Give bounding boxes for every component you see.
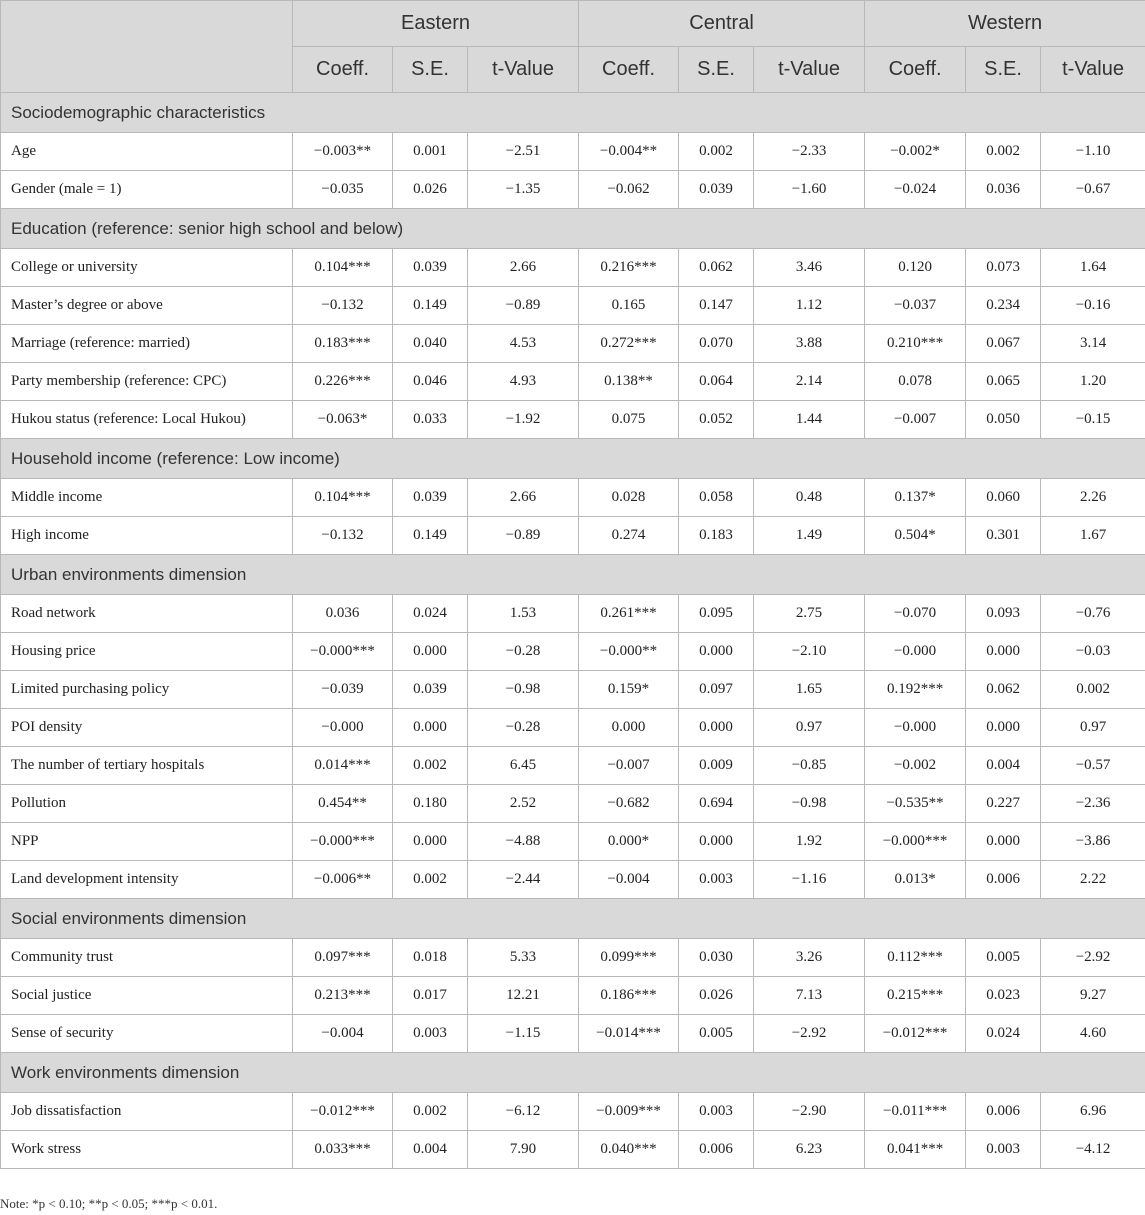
cell-se: 0.017	[393, 977, 468, 1015]
cell-coeff: 0.454**	[293, 785, 393, 823]
cell-coeff: −0.004	[293, 1015, 393, 1053]
cell-se: 0.000	[679, 633, 754, 671]
variable-label: Hukou status (reference: Local Hukou)	[1, 401, 293, 439]
cell-t-value: 7.13	[754, 977, 865, 1015]
cell-coeff: 0.104***	[293, 479, 393, 517]
table-header	[1, 1, 1145, 93]
cell-coeff: −0.070	[865, 595, 966, 633]
cell-t-value: −4.12	[1041, 1131, 1145, 1169]
cell-t-value: 4.53	[468, 325, 579, 363]
cell-t-value: 7.90	[468, 1131, 579, 1169]
cell-se: 0.147	[679, 287, 754, 325]
table-row	[1, 785, 1145, 823]
cell-coeff: 0.215***	[865, 977, 966, 1015]
cell-t-value: 6.45	[468, 747, 579, 785]
table-row	[1, 287, 1145, 325]
section-header-row	[1, 1053, 1145, 1093]
cell-se: 0.694	[679, 785, 754, 823]
cell-t-value: −0.28	[468, 709, 579, 747]
cell-coeff: 0.216***	[579, 249, 679, 287]
cell-t-value: −1.92	[468, 401, 579, 439]
cell-coeff: −0.039	[293, 671, 393, 709]
variable-label: Road network	[1, 595, 293, 633]
cell-t-value: −2.44	[468, 861, 579, 899]
cell-t-value: −4.88	[468, 823, 579, 861]
cell-se: 0.002	[393, 747, 468, 785]
cell-se: 0.000	[966, 823, 1041, 861]
section-header-row	[1, 209, 1145, 249]
cell-se: 0.058	[679, 479, 754, 517]
cell-coeff: −0.000***	[865, 823, 966, 861]
cell-t-value: 1.65	[754, 671, 865, 709]
cell-t-value: 5.33	[468, 939, 579, 977]
cell-coeff: 0.097***	[293, 939, 393, 977]
cell-coeff: 0.000*	[579, 823, 679, 861]
cell-se: 0.050	[966, 401, 1041, 439]
cell-coeff: −0.000***	[293, 633, 393, 671]
cell-se: 0.001	[393, 133, 468, 171]
cell-coeff: −0.007	[865, 401, 966, 439]
cell-se: 0.000	[393, 709, 468, 747]
variable-label: Job dissatisfaction	[1, 1093, 293, 1131]
table-row	[1, 249, 1145, 287]
cell-se: 0.006	[679, 1131, 754, 1169]
cell-se: 0.073	[966, 249, 1041, 287]
variable-label: Party membership (reference: CPC)	[1, 363, 293, 401]
table-note: Note: *p < 0.10; **p < 0.05; ***p < 0.01.	[0, 1196, 218, 1211]
cell-coeff: −0.000	[865, 709, 966, 747]
cell-t-value: −0.15	[1041, 401, 1145, 439]
cell-coeff: −0.062	[579, 171, 679, 209]
cell-se: 0.036	[966, 171, 1041, 209]
cell-se: 0.002	[393, 1093, 468, 1131]
table-row	[1, 363, 1145, 401]
cell-coeff: 0.104***	[293, 249, 393, 287]
cell-se: 0.000	[393, 633, 468, 671]
cell-se: 0.093	[966, 595, 1041, 633]
variable-label: Social justice	[1, 977, 293, 1015]
cell-t-value: 1.67	[1041, 517, 1145, 555]
cell-t-value: −1.16	[754, 861, 865, 899]
cell-se: 0.003	[966, 1131, 1041, 1169]
cell-t-value: 1.44	[754, 401, 865, 439]
cell-coeff: 0.138**	[579, 363, 679, 401]
table-body	[1, 93, 1145, 1169]
variable-label: Pollution	[1, 785, 293, 823]
cell-se: 0.064	[679, 363, 754, 401]
cell-se: 0.301	[966, 517, 1041, 555]
variable-label: Marriage (reference: married)	[1, 325, 293, 363]
cell-se: 0.033	[393, 401, 468, 439]
section-title: Work environments dimension	[1, 1053, 1145, 1093]
cell-t-value: 1.53	[468, 595, 579, 633]
cell-t-value: 0.97	[754, 709, 865, 747]
section-header-row	[1, 93, 1145, 133]
table-row	[1, 1015, 1145, 1053]
cell-t-value: 2.26	[1041, 479, 1145, 517]
variable-label: Limited purchasing policy	[1, 671, 293, 709]
cell-t-value: 0.97	[1041, 709, 1145, 747]
subheader-coeff: Coeff.	[865, 47, 966, 93]
cell-coeff: −0.037	[865, 287, 966, 325]
subheader-coeff: Coeff.	[293, 47, 393, 93]
cell-t-value: 9.27	[1041, 977, 1145, 1015]
cell-se: 0.097	[679, 671, 754, 709]
cell-t-value: 3.46	[754, 249, 865, 287]
cell-coeff: 0.186***	[579, 977, 679, 1015]
table-row	[1, 823, 1145, 861]
cell-coeff: 0.261***	[579, 595, 679, 633]
cell-se: 0.062	[966, 671, 1041, 709]
cell-se: 0.060	[966, 479, 1041, 517]
cell-se: 0.030	[679, 939, 754, 977]
cell-coeff: 0.033***	[293, 1131, 393, 1169]
cell-t-value: 4.60	[1041, 1015, 1145, 1053]
cell-se: 0.000	[966, 709, 1041, 747]
cell-t-value: −6.12	[468, 1093, 579, 1131]
section-title: Urban environments dimension	[1, 555, 1145, 595]
cell-coeff: −0.035	[293, 171, 393, 209]
table-row	[1, 171, 1145, 209]
cell-se: 0.009	[679, 747, 754, 785]
cell-se: 0.024	[966, 1015, 1041, 1053]
table-row	[1, 595, 1145, 633]
cell-coeff: 0.210***	[865, 325, 966, 363]
cell-coeff: −0.007	[579, 747, 679, 785]
variable-label: POI density	[1, 709, 293, 747]
cell-t-value: −0.98	[468, 671, 579, 709]
cell-t-value: −2.90	[754, 1093, 865, 1131]
cell-coeff: −0.012***	[865, 1015, 966, 1053]
cell-coeff: −0.012***	[293, 1093, 393, 1131]
cell-coeff: −0.000	[293, 709, 393, 747]
cell-t-value: 2.66	[468, 249, 579, 287]
cell-se: 0.002	[966, 133, 1041, 171]
cell-coeff: −0.000**	[579, 633, 679, 671]
cell-se: 0.002	[679, 133, 754, 171]
cell-t-value: 0.48	[754, 479, 865, 517]
variable-label: Housing price	[1, 633, 293, 671]
cell-coeff: −0.006**	[293, 861, 393, 899]
cell-t-value: −2.36	[1041, 785, 1145, 823]
cell-t-value: 1.20	[1041, 363, 1145, 401]
cell-t-value: 3.14	[1041, 325, 1145, 363]
header-group-central: Central	[579, 1, 865, 47]
cell-coeff: −0.000	[865, 633, 966, 671]
cell-t-value: 3.88	[754, 325, 865, 363]
cell-se: 0.005	[679, 1015, 754, 1053]
subheader-t-value: t-Value	[1041, 47, 1145, 93]
cell-coeff: 0.078	[865, 363, 966, 401]
cell-coeff: −0.003**	[293, 133, 393, 171]
cell-coeff: −0.011***	[865, 1093, 966, 1131]
table-row	[1, 401, 1145, 439]
cell-se: 0.039	[679, 171, 754, 209]
table-row	[1, 1131, 1145, 1169]
variable-label: Middle income	[1, 479, 293, 517]
variable-label: High income	[1, 517, 293, 555]
cell-se: 0.046	[393, 363, 468, 401]
cell-coeff: −0.000***	[293, 823, 393, 861]
subheader-coeff: Coeff.	[579, 47, 679, 93]
variable-label: Work stress	[1, 1131, 293, 1169]
table-row	[1, 479, 1145, 517]
cell-se: 0.000	[679, 823, 754, 861]
cell-coeff: −0.682	[579, 785, 679, 823]
cell-t-value: −0.67	[1041, 171, 1145, 209]
cell-coeff: −0.002	[865, 747, 966, 785]
subheader-se: S.E.	[966, 47, 1041, 93]
cell-t-value: 2.52	[468, 785, 579, 823]
section-title: Household income (reference: Low income)	[1, 439, 1145, 479]
cell-se: 0.149	[393, 287, 468, 325]
cell-coeff: 0.014***	[293, 747, 393, 785]
section-header-row	[1, 439, 1145, 479]
cell-t-value: 1.49	[754, 517, 865, 555]
cell-coeff: −0.132	[293, 517, 393, 555]
variable-label: Gender (male = 1)	[1, 171, 293, 209]
variable-label: Sense of security	[1, 1015, 293, 1053]
cell-t-value: 6.96	[1041, 1093, 1145, 1131]
table-row	[1, 633, 1145, 671]
variable-label: NPP	[1, 823, 293, 861]
cell-se: 0.024	[393, 595, 468, 633]
cell-coeff: −0.004**	[579, 133, 679, 171]
cell-t-value: −1.35	[468, 171, 579, 209]
cell-coeff: 0.000	[579, 709, 679, 747]
header-group-row	[1, 1, 1145, 47]
cell-t-value: −0.16	[1041, 287, 1145, 325]
header-empty-cell	[1, 1, 293, 93]
cell-coeff: 0.183***	[293, 325, 393, 363]
cell-coeff: −0.004	[579, 861, 679, 899]
cell-t-value: 2.14	[754, 363, 865, 401]
header-group-western: Western	[865, 1, 1145, 47]
cell-se: 0.018	[393, 939, 468, 977]
cell-coeff: 0.041***	[865, 1131, 966, 1169]
cell-t-value: 12.21	[468, 977, 579, 1015]
cell-coeff: 0.013*	[865, 861, 966, 899]
table-row	[1, 747, 1145, 785]
cell-t-value: −1.60	[754, 171, 865, 209]
table-row	[1, 133, 1145, 171]
cell-coeff: 0.274	[579, 517, 679, 555]
cell-t-value: −0.85	[754, 747, 865, 785]
cell-se: 0.005	[966, 939, 1041, 977]
cell-t-value: −0.76	[1041, 595, 1145, 633]
cell-se: 0.026	[393, 171, 468, 209]
cell-t-value: −2.10	[754, 633, 865, 671]
cell-t-value: 4.93	[468, 363, 579, 401]
section-header-row	[1, 555, 1145, 595]
cell-t-value: −0.89	[468, 517, 579, 555]
section-header-row	[1, 899, 1145, 939]
table-row	[1, 325, 1145, 363]
table-row	[1, 671, 1145, 709]
cell-se: 0.062	[679, 249, 754, 287]
cell-t-value: 2.66	[468, 479, 579, 517]
cell-se: 0.183	[679, 517, 754, 555]
cell-se: 0.000	[966, 633, 1041, 671]
cell-t-value: −0.57	[1041, 747, 1145, 785]
cell-se: 0.070	[679, 325, 754, 363]
cell-se: 0.003	[393, 1015, 468, 1053]
cell-coeff: 0.036	[293, 595, 393, 633]
cell-se: 0.039	[393, 249, 468, 287]
subheader-se: S.E.	[393, 47, 468, 93]
cell-coeff: 0.165	[579, 287, 679, 325]
cell-t-value: −3.86	[1041, 823, 1145, 861]
cell-se: 0.052	[679, 401, 754, 439]
table-row	[1, 709, 1145, 747]
cell-t-value: 1.64	[1041, 249, 1145, 287]
cell-t-value: −1.10	[1041, 133, 1145, 171]
table-row	[1, 939, 1145, 977]
cell-se: 0.095	[679, 595, 754, 633]
cell-t-value: 2.75	[754, 595, 865, 633]
section-title: Sociodemographic characteristics	[1, 93, 1145, 133]
cell-coeff: 0.028	[579, 479, 679, 517]
table-row	[1, 1093, 1145, 1131]
variable-label: The number of tertiary hospitals	[1, 747, 293, 785]
cell-t-value: −2.92	[1041, 939, 1145, 977]
cell-coeff: 0.112***	[865, 939, 966, 977]
cell-coeff: −0.063*	[293, 401, 393, 439]
cell-coeff: −0.009***	[579, 1093, 679, 1131]
variable-label: Age	[1, 133, 293, 171]
subheader-t-value: t-Value	[468, 47, 579, 93]
cell-se: 0.067	[966, 325, 1041, 363]
cell-se: 0.023	[966, 977, 1041, 1015]
cell-se: 0.006	[966, 1093, 1041, 1131]
cell-se: 0.227	[966, 785, 1041, 823]
cell-coeff: 0.226***	[293, 363, 393, 401]
cell-t-value: 0.002	[1041, 671, 1145, 709]
cell-t-value: −0.98	[754, 785, 865, 823]
cell-se: 0.040	[393, 325, 468, 363]
cell-t-value: −2.33	[754, 133, 865, 171]
cell-se: 0.004	[966, 747, 1041, 785]
section-title: Education (reference: senior high school and below)	[1, 209, 1145, 249]
cell-t-value: −0.28	[468, 633, 579, 671]
header-group-eastern: Eastern	[293, 1, 579, 47]
variable-label: Master’s degree or above	[1, 287, 293, 325]
table-row	[1, 517, 1145, 555]
cell-coeff: 0.040***	[579, 1131, 679, 1169]
cell-t-value: 2.22	[1041, 861, 1145, 899]
cell-coeff: −0.132	[293, 287, 393, 325]
cell-t-value: −2.51	[468, 133, 579, 171]
cell-coeff: 0.137*	[865, 479, 966, 517]
subheader-se: S.E.	[679, 47, 754, 93]
section-title: Social environments dimension	[1, 899, 1145, 939]
cell-t-value: 1.92	[754, 823, 865, 861]
cell-coeff: 0.192***	[865, 671, 966, 709]
cell-se: 0.026	[679, 977, 754, 1015]
cell-se: 0.000	[393, 823, 468, 861]
cell-se: 0.002	[393, 861, 468, 899]
cell-se: 0.234	[966, 287, 1041, 325]
cell-coeff: −0.002*	[865, 133, 966, 171]
cell-coeff: 0.075	[579, 401, 679, 439]
cell-se: 0.006	[966, 861, 1041, 899]
cell-coeff: 0.272***	[579, 325, 679, 363]
cell-se: 0.039	[393, 671, 468, 709]
table-row	[1, 861, 1145, 899]
variable-label: Community trust	[1, 939, 293, 977]
cell-coeff: 0.159*	[579, 671, 679, 709]
cell-coeff: −0.535**	[865, 785, 966, 823]
cell-coeff: −0.024	[865, 171, 966, 209]
cell-t-value: −1.15	[468, 1015, 579, 1053]
cell-t-value: 1.12	[754, 287, 865, 325]
cell-t-value: −2.92	[754, 1015, 865, 1053]
cell-coeff: 0.120	[865, 249, 966, 287]
cell-coeff: 0.213***	[293, 977, 393, 1015]
cell-se: 0.180	[393, 785, 468, 823]
cell-se: 0.149	[393, 517, 468, 555]
cell-se: 0.003	[679, 861, 754, 899]
cell-t-value: −0.03	[1041, 633, 1145, 671]
cell-t-value: 6.23	[754, 1131, 865, 1169]
variable-label: College or university	[1, 249, 293, 287]
cell-coeff: 0.099***	[579, 939, 679, 977]
variable-label: Land development intensity	[1, 861, 293, 899]
table-row	[1, 977, 1145, 1015]
cell-se: 0.065	[966, 363, 1041, 401]
cell-se: 0.000	[679, 709, 754, 747]
subheader-t-value: t-Value	[754, 47, 865, 93]
cell-coeff: −0.014***	[579, 1015, 679, 1053]
cell-se: 0.004	[393, 1131, 468, 1169]
cell-t-value: 3.26	[754, 939, 865, 977]
cell-coeff: 0.504*	[865, 517, 966, 555]
cell-se: 0.039	[393, 479, 468, 517]
cell-se: 0.003	[679, 1093, 754, 1131]
cell-t-value: −0.89	[468, 287, 579, 325]
